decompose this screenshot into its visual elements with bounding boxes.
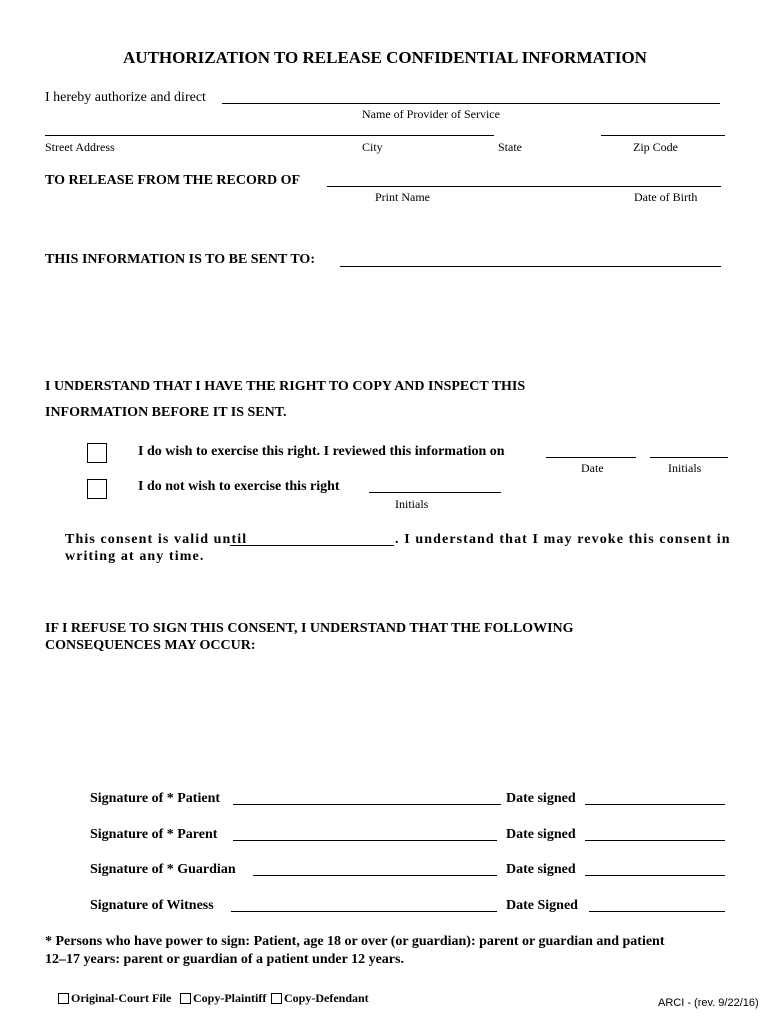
- guardian-signature-label: Signature of * Guardian: [90, 862, 236, 877]
- street-address-label: Street Address: [45, 140, 115, 154]
- sent-to-field[interactable]: [340, 266, 721, 267]
- print-name-label: Print Name: [375, 190, 430, 204]
- decline-initials-field[interactable]: [369, 492, 501, 493]
- record-lead: TO RELEASE FROM THE RECORD OF: [45, 173, 301, 188]
- city-label: City: [362, 140, 383, 154]
- witness-signature-field[interactable]: [231, 911, 497, 912]
- patient-signature-field[interactable]: [233, 804, 501, 805]
- zip-code-field[interactable]: [601, 135, 725, 136]
- reviewed-date-field[interactable]: [546, 457, 636, 458]
- right-statement-line2: INFORMATION BEFORE IT IS SENT.: [45, 405, 287, 420]
- patient-date-label: Date signed: [506, 791, 576, 806]
- consent-valid-lead: This consent is valid until: [65, 532, 248, 547]
- copy-plaintiff-checkbox[interactable]: [180, 993, 191, 1004]
- witness-date-label: Date Signed: [506, 898, 578, 913]
- patient-signature-label: Signature of * Patient: [90, 791, 221, 806]
- reviewed-date-label: Date: [581, 461, 604, 475]
- date-of-birth-label: Date of Birth: [634, 190, 698, 204]
- original-court-file-checkbox[interactable]: [58, 993, 69, 1004]
- state-label: State: [498, 140, 522, 154]
- form-code: ARCI - (rev. 9/22/16): [658, 997, 759, 1009]
- reviewed-initials-field[interactable]: [650, 457, 728, 458]
- provider-name-field[interactable]: [222, 103, 720, 104]
- refuse-statement-line1: IF I REFUSE TO SIGN THIS CONSENT, I UNDERSTAND THAT THE FOLLOWING: [45, 621, 574, 636]
- witness-signature-label: Signature of Witness: [90, 898, 214, 913]
- guardian-date-field[interactable]: [585, 875, 725, 876]
- exercise-right-label: I do wish to exercise this right. I reviewed this information on: [138, 444, 505, 459]
- reviewed-initials-label: Initials: [668, 461, 702, 475]
- consent-valid-until-field[interactable]: [230, 545, 394, 546]
- original-court-file-label: Original-Court File: [71, 991, 172, 1005]
- record-name-field[interactable]: [327, 186, 721, 187]
- witness-date-field[interactable]: [589, 911, 725, 912]
- refuse-statement-line2: CONSEQUENCES MAY OCCUR:: [45, 638, 256, 653]
- copy-defendant-label: Copy-Defendant: [284, 991, 369, 1005]
- signing-note-line1: * Persons who have power to sign: Patient, age 18 or over (or guardian): parent or guardian and patient: [45, 934, 665, 949]
- consent-revoke-text: . I understand that I may revoke this consent in: [395, 532, 731, 547]
- provider-lead: I hereby authorize and direct: [45, 90, 206, 105]
- right-statement-line1: I UNDERSTAND THAT I HAVE THE RIGHT TO COPY AND INSPECT THIS: [45, 379, 526, 394]
- exercise-right-checkbox[interactable]: [87, 443, 107, 463]
- signing-note-line2: 12–17 years: parent or guardian of a patient under 12 years.: [45, 952, 404, 967]
- decline-right-label: I do not wish to exercise this right: [138, 479, 340, 494]
- copy-plaintiff-label: Copy-Plaintiff: [193, 991, 267, 1005]
- copy-defendant-checkbox[interactable]: [271, 993, 282, 1004]
- parent-signature-field[interactable]: [233, 840, 497, 841]
- parent-date-field[interactable]: [585, 840, 725, 841]
- zip-code-label: Zip Code: [633, 140, 678, 154]
- decline-initials-label: Initials: [395, 497, 429, 511]
- parent-signature-label: Signature of * Parent: [90, 827, 218, 842]
- decline-right-checkbox[interactable]: [87, 479, 107, 499]
- page-title: AUTHORIZATION TO RELEASE CONFIDENTIAL INFORMATION: [123, 48, 647, 67]
- consent-revoke-text-line2: writing at any time.: [65, 549, 205, 564]
- guardian-date-label: Date signed: [506, 862, 576, 877]
- guardian-signature-field[interactable]: [253, 875, 497, 876]
- parent-date-label: Date signed: [506, 827, 576, 842]
- sent-to-lead: THIS INFORMATION IS TO BE SENT TO:: [45, 252, 315, 267]
- street-city-state-field[interactable]: [45, 135, 494, 136]
- patient-date-field[interactable]: [585, 804, 725, 805]
- provider-name-label: Name of Provider of Service: [362, 107, 500, 121]
